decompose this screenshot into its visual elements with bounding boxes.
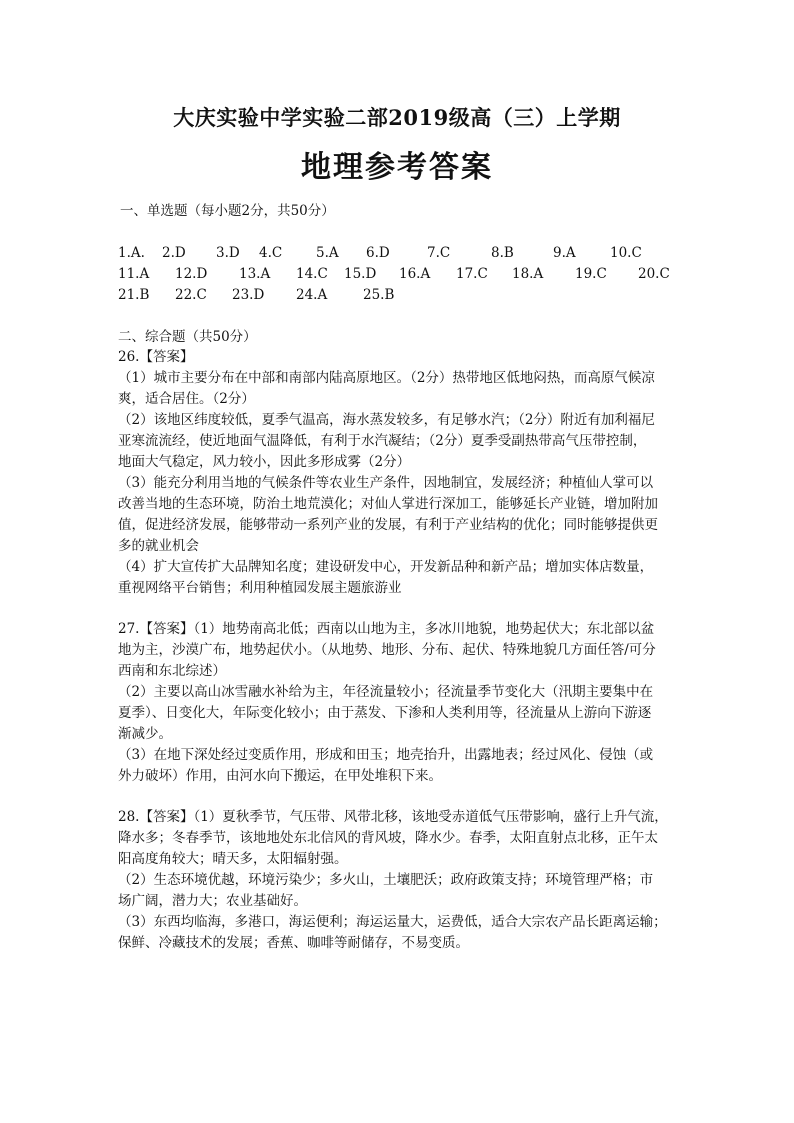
q28-line: （3）东西均临海，多港口，海运便利；海运运量大，运费低，适合大宗农产品长距离运输；	[118, 914, 667, 930]
answer-item: 21.B	[118, 287, 150, 303]
answer-item: 24.A	[296, 287, 328, 303]
q26-line: 值，促进经济发展，能够带动一系列产业的发展，有利于产业结构的优化；同时能够提供更	[118, 517, 658, 533]
q26-line: 亚寒流流经，使近地面气温降低，有利于水汽凝结；（2分）夏季受副热带高气压带控制，	[118, 433, 647, 449]
q26-line: 爽，适合居住。（2分）	[118, 391, 255, 407]
q28-line: 场广阔，潜力大；农业基础好。	[118, 893, 307, 909]
q26-line: （3）能充分利用当地的气候条件等农业生产条件，因地制宜，发展经济；种植仙人掌可以	[118, 475, 654, 491]
q26-line: 改善当地的生态环境，防治土地荒漠化；对仙人掌进行深加工，能够延长产业链，增加附加	[118, 496, 658, 512]
answer-item: 9.A	[553, 245, 576, 261]
section2-heading: 二、综合题（共50分）	[118, 329, 257, 345]
answer-item: 23.D	[232, 287, 265, 303]
q26-line: 26.【答案】	[118, 349, 194, 365]
q26-line: （2）该地区纬度较低，夏季气温高，海水蒸发较多，有足够水汽；（2分）附近有加利福尼	[118, 412, 655, 428]
q26-line: 重视网络平台销售；利用种植园发展主题旅游业	[118, 580, 402, 596]
answer-item: 11.A	[118, 266, 150, 282]
q26-line: （4）扩大宣传扩大品牌知名度；建设研发中心，开发新品种和新产品；增加实体店数量，	[118, 559, 654, 575]
section1-heading: 一、单选题（每小题2分，共50分）	[120, 203, 335, 219]
q28-line: （2）生态环境优越，环境污染少；多火山，土壤肥沃；政府政策支持；环境管理严格；市	[118, 872, 654, 888]
answer-item: 19.C	[575, 266, 607, 282]
answer-item: 14.C	[296, 266, 328, 282]
answer-item: 16.A	[399, 266, 431, 282]
answer-item: 15.D	[344, 266, 377, 282]
answer-item: 8.B	[491, 245, 514, 261]
document-subtitle: 地理参考答案	[301, 150, 493, 185]
answer-item: 5.A	[316, 245, 339, 261]
answer-item: 17.C	[456, 266, 488, 282]
answer-item: 22.C	[175, 287, 207, 303]
answer-item: 20.C	[638, 266, 670, 282]
q27-line: （3）在地下深处经过变质作用，形成和田玉；地壳抬升，出露地表；经过风化、侵蚀（或	[118, 747, 654, 763]
q27-line: 外力破坏）作用，由河水向下搬运，在甲处堆积下来。	[118, 768, 442, 784]
q27-line: 27.【答案】（1）地势南高北低；西南以山地为主，多冰川地貌，地势起伏大；东北部以盆	[118, 621, 655, 637]
q26-line: 地面大气稳定，风力较小，因此多形成雾（2分）	[118, 454, 411, 470]
answer-item: 3.D	[216, 245, 240, 261]
answer-item: 2.D	[162, 245, 186, 261]
q27-line: 夏季）、日变化大，年际变化较小；由于蒸发、下渗和人类利用等，径流量从上游向下游逐	[118, 705, 652, 721]
answer-item: 6.D	[366, 245, 390, 261]
q27-line: 渐减少。	[118, 726, 172, 742]
q27-line: （2）主要以高山冰雪融水补给为主，年径流量较小；径流量季节变化大（汛期主要集中在	[118, 684, 654, 700]
answer-item: 12.D	[175, 266, 208, 282]
answer-item: 1.A.	[118, 245, 145, 261]
q28-line: 阳高度角较大；晴天多，太阳辐射强。	[118, 851, 348, 867]
document-title: 大庆实验中学实验二部2019级高（三）上学期	[173, 105, 621, 130]
answer-item: 18.A	[512, 266, 544, 282]
answer-item: 4.C	[259, 245, 283, 261]
q26-line: （1）城市主要分布在中部和南部内陆高原地区。（2分）热带地区低地闷热，而高原气候凉	[118, 370, 655, 386]
answer-item: 10.C	[610, 245, 642, 261]
q27-line: 地为主，沙漠广布，地势起伏小。（从地势、地形、分布、起伏、特殊地貌几方面任答/可分	[118, 642, 656, 658]
q28-line: 28.【答案】（1）夏秋季节，气压带、风带北移，该地受赤道低气压带影响，盛行上升气流，	[118, 809, 668, 825]
q28-line: 降水多；冬春季节，该地地处东北信风的背风坡，降水少。春季，太阳直射点北移，正午太	[118, 830, 658, 846]
answer-item: 25.B	[363, 287, 395, 303]
q28-line: 保鲜、冷藏技术的发展；香蕉、咖啡等耐储存，不易变质。	[118, 935, 469, 951]
q26-line: 多的就业机会	[118, 538, 199, 554]
answer-item: 13.A	[239, 266, 271, 282]
q27-line: 西南和东北综述）	[118, 663, 226, 679]
answer-item: 7.C	[427, 245, 451, 261]
